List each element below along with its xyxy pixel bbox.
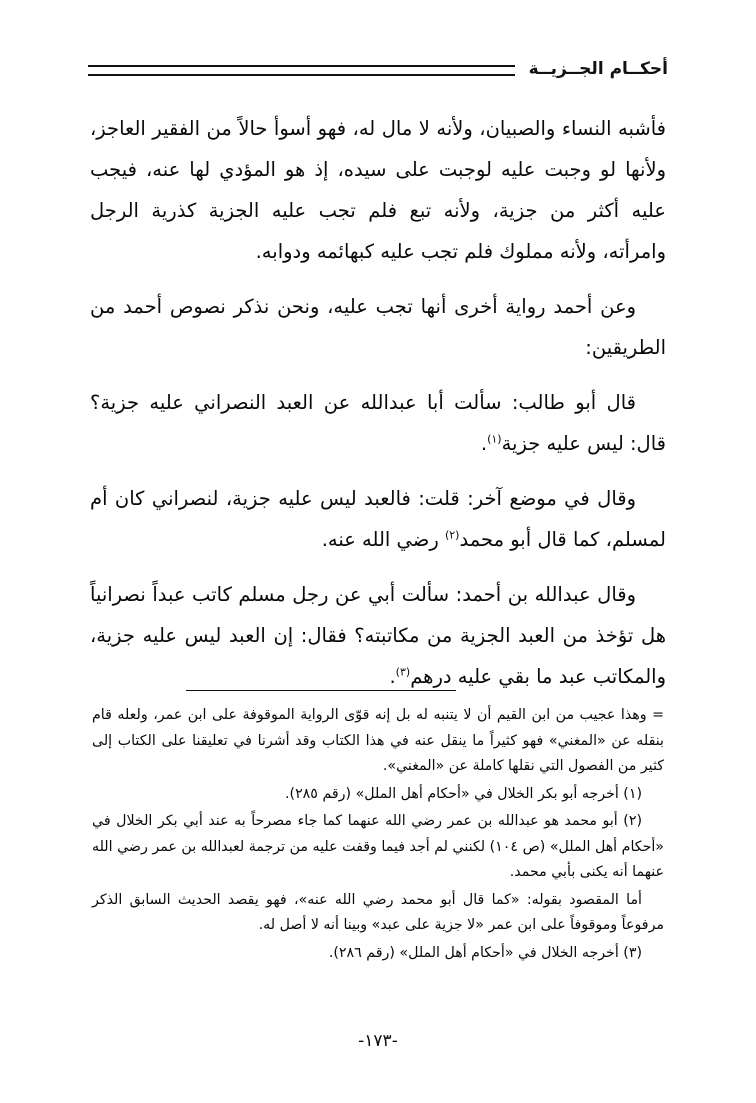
paragraph-3: [90, 382, 666, 464]
footnotes-block: [92, 703, 664, 968]
paragraph-5: [90, 574, 666, 697]
paragraph-1: فأشبه النساء والصبيان، ولأنه لا مال له، فهو أسوأ حالاً من الفقير العاجز، ولأنها لو وجبت عليه لوجبت على سيده، إذ هو المؤدي لها عنه، فيجب عليه أكثر من جزية، ولأنه تبع فلم تجب عليه الجزية كذرية الرجل وامرأته، ولأنه مملوك فلم تجب عليه كبهائمه ودوابه.: [90, 117, 666, 263]
paragraph-5-tail: .: [389, 665, 396, 688]
footnote-2: (٢) أبو محمد هو عبدالله بن عمر رضي الله عنهما كما جاء مصرحاً به عند أبي بكر الخلال في «أحكام أهل الملل» (ص ١٠٤) لكنني لم أجد فيما وقفت عليه من ترجمة لعبدالله بن عمر رضي الله عنهما أنه يكنى بأبي محمد.: [92, 813, 664, 880]
footnote-2-note: أما المقصود بقوله: «كما قال أبو محمد رضي الله عنه»، فهو يقصد الحديث السابق الذكر مرفوعاً وموقوفاً على ابن عمر «لا جزية على عبد» وبينا أنه لا أصل له.: [92, 891, 664, 933]
paragraph-3-text: قال أبو طالب: سألت أبا عبدالله عن العبد النصراني عليه جزية؟ قال: ليس عليه جزية: [90, 391, 666, 455]
footnote-separator: [186, 690, 456, 691]
header-double-rule: [88, 65, 515, 76]
footnote-ref-3: (٣): [395, 665, 411, 679]
footnote-ref-2: (٢): [444, 528, 460, 542]
paragraph-3-tail: .: [480, 432, 488, 455]
paragraph-4: [90, 478, 666, 560]
paragraph-5-text: وقال عبدالله بن أحمد: سألت أبي عن رجل مسلم كاتب عبداً نصرانياً هل تؤخذ من العبد الجزية من مكاتبته؟ فقال: إن العبد ليس عليه جزية، والمكاتب عبد ما بقي عليه درهم: [90, 583, 666, 688]
page-number: -١٧٣-: [358, 1031, 398, 1051]
paragraph-2: وعن أحمد رواية أخرى أنها تجب عليه، ونحن نذكر نصوص أحمد من الطريقين:: [90, 295, 666, 359]
paragraph-4-tail: رضي الله عنه.: [321, 528, 445, 551]
footnote-continued: = وهذا عجيب من ابن القيم أن لا يتنبه له بل إنه قوّى الرواية الموقوفة على ابن عمر، ولعله قام بنقله عن «المغني» فهو كثيراً ما ينقل عنه في هذا الكتاب وقد أشرنا في تعليقنا على الكتاب إلى كثير من الفصول التي نقلها كاملة عن «المغني».: [92, 707, 664, 774]
paragraph-4-text: وقال في موضع آخر: قلت: فالعبد ليس عليه جزية، لنصراني كان أم لمسلم، كما قال أبو محمد: [90, 487, 666, 551]
page-header: [88, 52, 668, 86]
footnote-1: (١) أخرجه أبو بكر الخلال في «أحكام أهل الملل» (رقم ٢٨٥).: [285, 785, 642, 802]
book-running-title: أحكــام الجــزيــة: [528, 59, 668, 79]
body-text: [90, 108, 666, 711]
footnote-3: (٣) أخرجه الخلال في «أحكام أهل الملل» (رقم ٢٨٦).: [328, 944, 642, 961]
footnote-ref-1: (١): [487, 432, 502, 446]
